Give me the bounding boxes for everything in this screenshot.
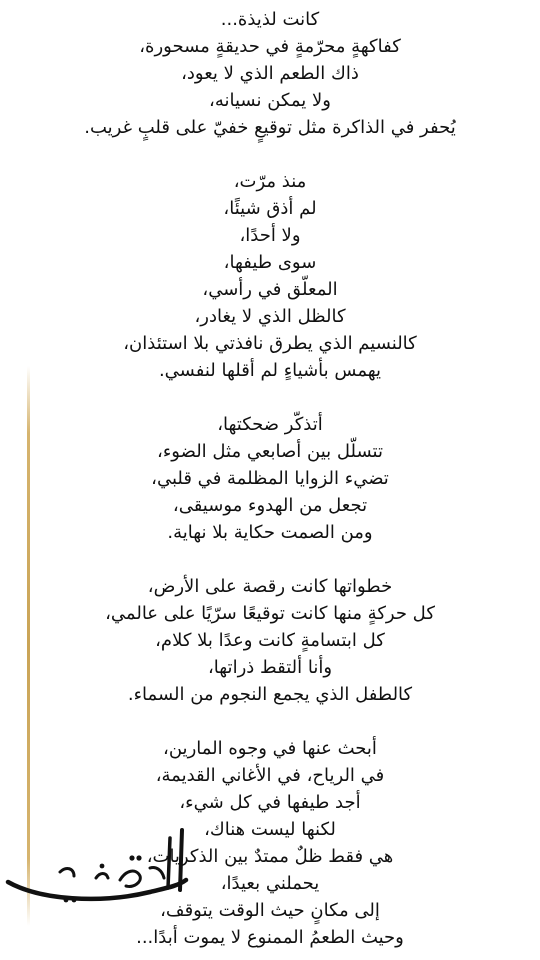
poem-line: كل ابتسامةٍ كانت وعدًا بلا كلام، xyxy=(155,630,385,651)
poem-line: كالنسيم الذي يطرق نافذتي بلا استئذان، xyxy=(123,333,417,354)
poem-line: كانت لذيذة... xyxy=(220,9,320,30)
poem-line: لكنها ليست هناك، xyxy=(204,819,336,840)
poem-line: يحملني بعيدًا، xyxy=(220,873,320,894)
poem-line: إلى مكانٍ حيث الوقت يتوقف، xyxy=(160,900,380,921)
poem-line: تتسلّل بين أصابعي مثل الضوء، xyxy=(157,441,383,462)
poem-line: هي فقط ظلٌ ممتدٌ بين الذكريات، xyxy=(146,846,394,867)
poem-line: في الرياح، في الأغاني القديمة، xyxy=(155,765,385,786)
poem-line: تجعل من الهدوء موسيقى، xyxy=(172,495,368,516)
poem-line: أجد طيفها في كل شيء، xyxy=(179,792,361,813)
poem-line: ولا يمكن نسيانه، xyxy=(209,90,331,111)
poem-line: سوى طيفها، xyxy=(223,252,317,273)
poem-line: كفاكهةٍ محرّمةٍ في حديقةٍ مسحورة، xyxy=(139,36,401,57)
poem-line: كل حركةٍ منها كانت توقيعًا سرّيًا على عالمي، xyxy=(105,603,435,624)
poem-line: ومن الصمت حكاية بلا نهاية. xyxy=(167,522,373,543)
poem-line: يُحفر في الذاكرة مثل توقيعٍ خفيّ على قلبٍ غريب. xyxy=(84,117,456,138)
stanza xyxy=(0,6,540,141)
poem-line: ولا أحدًا، xyxy=(239,225,301,246)
poem-line: يهمس بأشياءٍ لم أقلها لنفسي. xyxy=(158,360,382,381)
poem-line: كالطفل الذي يجمع النجوم من السماء. xyxy=(127,684,413,705)
signature-logo xyxy=(0,808,200,918)
poem-line: خطواتها كانت رقصة على الأرض، xyxy=(147,576,393,597)
poem-line: كالظل الذي لا يغادر، xyxy=(194,306,346,327)
poem-line: ذاك الطعم الذي لا يعود، xyxy=(181,63,359,84)
poem-line: المعلّق في رأسي، xyxy=(202,279,338,300)
poem-line: وأنا ألتقط ذراتها، xyxy=(207,657,333,678)
poem-line: تضيء الزوايا المظلمة في قلبي، xyxy=(151,468,389,489)
stanza xyxy=(0,168,540,384)
poem-line: لم أذق شيئًا، xyxy=(223,198,317,219)
poem-line: أتذكّر ضحكتها، xyxy=(217,414,323,435)
stanza xyxy=(0,411,540,546)
poem-line: منذ مرّت، xyxy=(233,171,307,192)
poem-line: وحيث الطعمُ الممنوع لا يموت أبدًا... xyxy=(136,927,404,948)
poem-line: أبحث عنها في وجوه المارين، xyxy=(163,738,377,759)
stanza xyxy=(0,573,540,708)
